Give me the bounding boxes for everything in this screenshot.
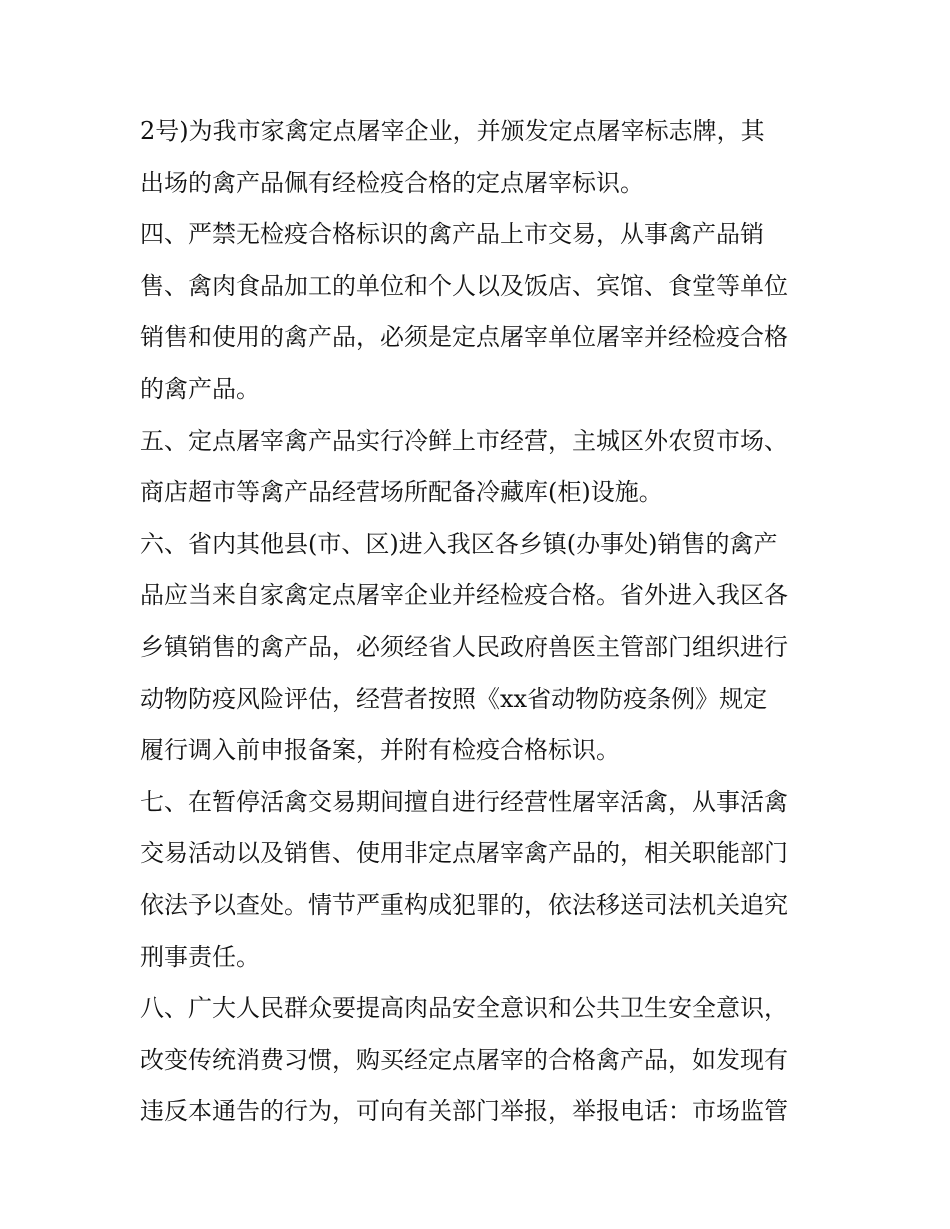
text-line-7: 五、定点屠宰禽产品实行冷鲜上市经营，主城区外农贸市场、 [140,426,788,455]
text-line-15: 交易活动以及销售、使用非定点屠宰禽产品的，相关职能部门 [140,839,788,868]
text-line-16: 依法予以查处。情节严重构成犯罪的，依法移送司法机关追究 [140,890,788,919]
document-body [140,106,812,1138]
text-line-19: 改变传统消费习惯，购买经定点屠宰的合格禽产品，如发现有 [140,1045,788,1074]
text-line-12: 动物防疫风险评估，经营者按照《xx省动物防疫条例》规定 [140,684,768,713]
text-line-5: 销售和使用的禽产品，必须是定点屠宰单位屠宰并经检疫合格 [140,323,788,352]
text-line-9: 六、省内其他县(市、区)进入我区各乡镇(办事处)销售的禽产 [140,529,778,558]
text-line-6: 的禽产品。 [140,374,260,403]
text-line-14: 七、在暂停活禽交易期间擅自进行经营性屠宰活禽，从事活禽 [140,787,788,816]
text-line-4: 售、禽肉食品加工的单位和个人以及饭店、宾馆、食堂等单位 [140,271,788,300]
text-line-20: 违反本通告的行为，可向有关部门举报，举报电话：市场监管 [140,1097,788,1126]
text-line-8: 商店超市等禽产品经营场所配备冷藏库(柜)设施。 [140,478,663,507]
text-line-13: 履行调入前申报备案，并附有检疫合格标识。 [140,736,620,765]
text-line-10: 品应当来自家禽定点屠宰企业并经检疫合格。省外进入我区各 [140,581,788,610]
text-line-11: 乡镇销售的禽产品，必须经省人民政府兽医主管部门组织进行 [140,632,788,661]
text-line-2: 出场的禽产品佩有经检疫合格的定点屠宰标识。 [140,168,644,197]
text-line-1: 2号)为我市家禽定点屠宰企业，并颁发定点屠宰标志牌，其 [140,117,765,145]
text-line-18: 八、广大人民群众要提高肉品安全意识和公共卫生安全意识， [140,994,788,1023]
text-line-3: 四、严禁无检疫合格标识的禽产品上市交易，从事禽产品销 [140,220,764,249]
text-line-17: 刑事责任。 [140,942,260,971]
